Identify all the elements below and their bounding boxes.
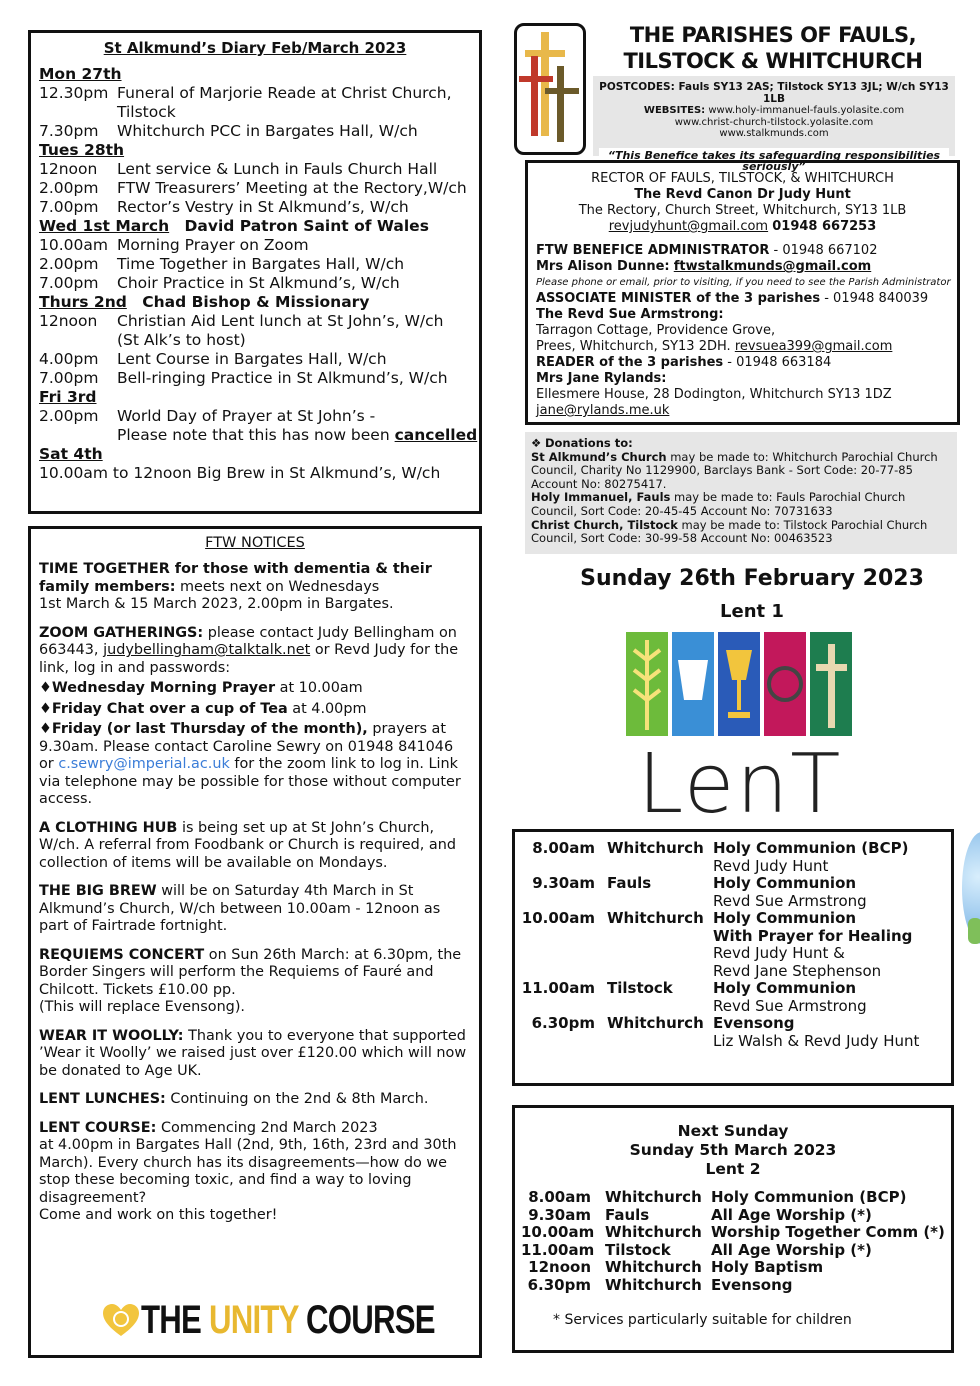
zoom-email-link[interactable]: judybellingham@talktalk.net [103, 642, 311, 658]
notice-clothing-hub: A CLOTHING HUB is being set up at St John’s Church, W/ch. A referral from Foodbank or Church is required, and collection of items will be available on Mondays. [39, 819, 456, 871]
reader-role: READER of the 3 parishes [536, 355, 724, 370]
next-sunday-box [512, 1105, 954, 1353]
diary-entry: 2.00pm Time Together in Bargates Hall, W/ch [39, 255, 405, 273]
next-date: Sunday 5th March 2023 [629, 1141, 837, 1159]
diary-day: Mon 27th [39, 65, 122, 83]
cancelled-label: cancelled [394, 426, 478, 444]
notices-box [28, 526, 482, 1358]
parishes-title: THE PARISHES OF FAULS, TILSTOCK & WHITCHURCH [623, 23, 923, 73]
sewry-email-link[interactable]: c.sewry@imperial.ac.uk [58, 756, 230, 772]
notice-time-together: TIME TOGETHER for those with dementia & their family members: meets next on Wednesdays 1st March & 15 March 2023, 2.00pm in Bargates. [39, 561, 432, 612]
globe-image-land [968, 918, 980, 944]
lent-word: LenT [637, 737, 843, 816]
next-service-row: 10.00am Whitchurch Worship Together Comm (*) [521, 1223, 945, 1241]
assoc-email-link[interactable]: revsuea399@gmail.com [734, 339, 893, 354]
diary-entry: 2.00pm FTW Treasurers’ Meeting at the Rectory,W/ch [39, 179, 467, 197]
rector-name: The Revd Canon Dr Judy Hunt [634, 187, 851, 202]
diary-entry-cont: Tilstock [117, 103, 176, 121]
notice-lent-lunches: LENT LUNCHES: Continuing on the 2nd & 8th March. [39, 1091, 429, 1107]
notice-lent-course: LENT COURSE: Commencing 2nd March 2023 at 4.00pm in Bargates Hall (2nd, 9th, 16th, 23rd and 30th March). Every church has its disagreements—how do we stop these becoming toxic, and find a way to loving disagreement? Come and work on this together! [39, 1119, 457, 1223]
next-service-row: 12noon Whitchurch Holy Baptism [528, 1258, 824, 1276]
services-box [512, 829, 954, 1086]
children-note: * Services particularly suitable for children [553, 1312, 852, 1328]
notice-big-brew: THE BIG BREW will be on Saturday 4th March in St Alkmund’s Church, W/ch between 10.00am - 12noon as part of Fairtrade fortnight. [39, 883, 441, 934]
service-row: 10.00am Whitchurch Holy Communion With Prayer for Healing Revd Judy Hunt & Revd Jane Stephenson [521, 909, 913, 980]
next-service-row: 8.00am Whitchurch Holy Communion (BCP) [528, 1188, 907, 1206]
diary-day: Wed 1st March David Patron Saint of Wales [39, 217, 429, 235]
diary-entry: 2.00pm World Day of Prayer at St John’s - [39, 407, 376, 425]
admin-note: Please phone or email, prior to visiting, if you need to see the Parish Administrator [536, 277, 951, 288]
zoom-bullet: ♦Friday Chat over a cup of Tea at 4.00pm [39, 700, 367, 717]
reader-email-link[interactable]: jane@rylands.me.uk [536, 403, 670, 418]
diary-entry: 7.00pm Choir Practice in St Alkmund’s, W/ch [39, 274, 400, 292]
notice-wear-woolly: WEAR IT WOOLLY: Thank you to everyone that supported ’Wear it Woolly’ we raised just over £120.00 which will now be donated to Age UK. [39, 1027, 467, 1079]
diary-entry: 4.00pm Lent Course in Bargates Hall, W/ch [39, 350, 387, 368]
diary-entry: 12noon Christian Aid Lent lunch at St John’s, W/ch [39, 312, 444, 330]
website-link[interactable]: www.holy-immanuel-fauls.yolasite.com [708, 105, 905, 116]
next-service-row: 6.30pm Whitchurch Evensong [527, 1275, 793, 1294]
assoc-role: ASSOCIATE MINISTER of the 3 parishes [536, 291, 821, 306]
service-row: 6.30pm Whitchurch Evensong Liz Walsh & Revd Judy Hunt [531, 1014, 920, 1050]
diary-entry: 10.00am Morning Prayer on Zoom [39, 236, 309, 254]
header-info-panel: POSTCODES: Fauls SY13 2AS; Tilstock SY13 3JL; W/ch SY13 1LB WEBSITES: www.holy-immanuel-fauls.yolasite.com www.christ-church-tilstock.yolasite.com www.stalkmunds.com “This Benefice takes its safeguarding responsibilities seriously” [593, 76, 955, 156]
admin-role: FTW BENEFICE ADMINISTRATOR [536, 243, 770, 258]
sunday-title: Sunday 26th February 2023 [580, 566, 924, 591]
diary-entry: 12.30pm Funeral of Marjorie Reade at Christ Church, [39, 84, 452, 102]
diary-title: St Alkmund’s Diary Feb/March 2023 [103, 39, 407, 57]
next-heading: Next Sunday [677, 1122, 789, 1140]
diary-entry-cont: (St Alk’s to host) [117, 331, 246, 349]
notice-requiems: REQUIEMS CONCERT on Sun 26th March: at 6.30pm, the Border Singers will perform the Requiems of Fauré and Chilcott. Tickets £10.00 pp. (This will replace Evensong). [39, 946, 462, 1015]
zoom-bullet: ♦Wednesday Morning Prayer at 10.00am [39, 680, 363, 696]
next-service-row: 9.30am Fauls All Age Worship (*) [528, 1205, 872, 1224]
diary-entry: 12noon Lent service & Lunch in Fauls Church Hall [39, 160, 438, 178]
lent-label: Lent 1 [720, 601, 784, 622]
next-service-row: 11.00am Tilstock All Age Worship (*) [521, 1240, 872, 1259]
rector-phone: 01948 667253 [772, 219, 877, 234]
diary-entry: 7.30pm Whitchurch PCC in Bargates Hall, W/ch [39, 122, 418, 140]
rector-address: The Rectory, Church Street, Whitchurch, SY13 1LB [578, 203, 907, 218]
contacts-box: RECTOR OF FAULS, TILSTOCK, & WHITCHURCH The Revd Canon Dr Judy Hunt The Rectory, Church Street, Whitchurch, SY13 1LB revjudyhunt@gmail.com 01948 667253 FTW BENEFICE ADMINISTRATOR - 01948 667102 Mrs Alison Dunne: ftwstalkmunds@gmail.com Please phone or email, prior to visiting, if you need to see the Parish Administrator ASSOCIATE MINISTER of the 3 parishes - 01948 840039 The Revd Sue Armstrong: Tarragon Cottage, Providence Grove, Prees, Whitchurch, SY13 2DH. revsuea399@gmail.com READER of the 3 parishes - 01948 663184 Mrs Jane Rylands: Ellesmere House, 28 Dodington, Whitchurch SY13 1DZ jane@rylands.me.uk [525, 160, 960, 425]
safeguarding-quote: “This Benefice takes its safeguarding responsibilities seriously” [599, 148, 949, 175]
service-row: 8.00am Whitchurch Holy Communion (BCP) Revd Judy Hunt [532, 839, 909, 875]
website-link[interactable]: www.christ-church-tilstock.yolasite.com [674, 116, 874, 128]
website-link[interactable]: www.stalkmunds.com [719, 128, 829, 139]
next-lent: Lent 2 [705, 1160, 761, 1178]
reader-name: Mrs Jane Rylands: [536, 371, 667, 386]
parish-crosses-logo [514, 23, 586, 155]
service-row: 11.00am Tilstock Holy Communion Revd Sue Armstrong [521, 979, 867, 1015]
rector-role: RECTOR OF FAULS, TILSTOCK, & WHITCHURCH [591, 171, 894, 186]
diamond-bullet-icon: ❖ [531, 436, 542, 450]
diary-day: Sat 4th [39, 445, 103, 463]
diary-entry: 7.00pm Bell-ringing Practice in St Alkmund’s, W/ch [39, 369, 448, 387]
diary-day: Tues 28th [39, 141, 125, 159]
zoom-bullet: ♦Friday (or last Thursday of the month), prayers at 9.30am. Please contact Caroline Sewry on 01948 841046 or c.sewry@imperial.ac.uk for the zoom link to log in. Link via telephone may be possible for those without computer access. [39, 721, 461, 807]
notices-title: FTW NOTICES [205, 535, 305, 551]
diary-entry-cont: Please note that this has now been cancelled [117, 426, 478, 444]
lent-artwork [626, 630, 854, 816]
unity-course-logo: THE UNITY COURSE [101, 1298, 518, 1343]
diary-day: Fri 3rd [39, 388, 97, 406]
rector-email-link[interactable]: revjudyhunt@gmail.com [608, 219, 769, 234]
admin-email-link[interactable]: ftwstalkmunds@gmail.com [673, 259, 872, 274]
assoc-name: The Revd Sue Armstrong: [536, 307, 724, 322]
postcodes: POSTCODES: Fauls SY13 2AS; Tilstock SY13 3JL; W/ch SY13 1LB [599, 81, 949, 105]
notice-zoom: ZOOM GATHERINGS: please contact Judy Bellingham on 663443, judybellingham@talktalk.net or Revd Judy for the link, log in and passwords: [39, 624, 459, 676]
service-row: 9.30am Fauls Holy Communion Revd Sue Armstrong [532, 874, 867, 910]
heart-icon [101, 1301, 141, 1341]
diary-entry: 7.00pm Rector’s Vestry in St Alkmund’s, W/ch [39, 198, 409, 216]
diary-box [28, 30, 482, 514]
diary-day: Thurs 2nd Chad Bishop & Missionary [39, 293, 370, 311]
diary-entry: 10.00am to 12noon Big Brew in St Alkmund’s, W/ch [39, 464, 441, 482]
donations-panel: ❖ Donations to: St Alkmund’s Church may be made to: Whitchurch Parochial Church Council, Charity No 1129900, Barclays Bank - Sort Code: 20-77-85 Account No: 80275417. Holy Immanuel, Fauls may be made to: Fauls Parochial Church Council, Sort Code: 20-45-45 Account No: 70731633 Christ Church, Tilstock may be made to: Tilstock Parochial Church Council, Sort Code: 30-99-58 Account No: 00463523 [525, 432, 957, 554]
